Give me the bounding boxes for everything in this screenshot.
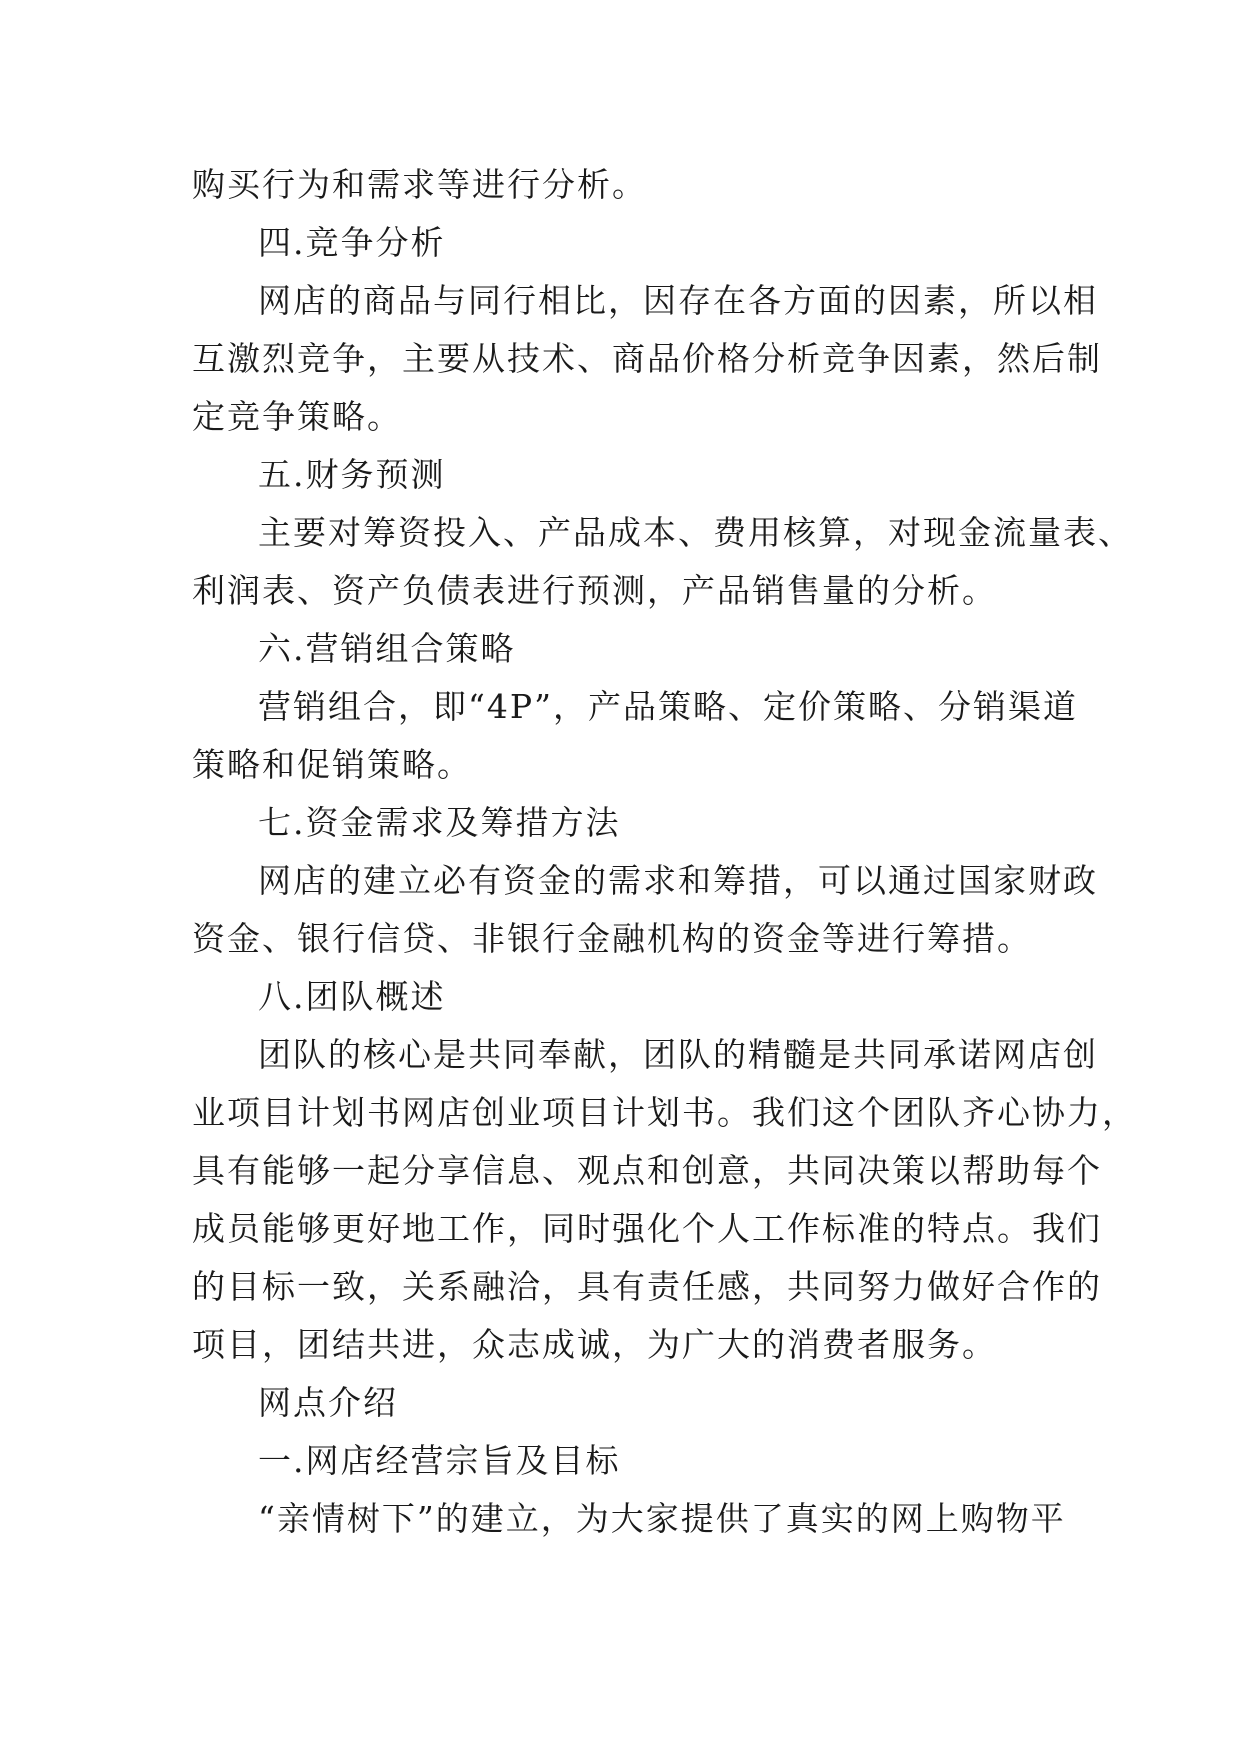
text-line: 资金、银行信贷、非银行金融机构的资金等进行筹措。: [192, 919, 1032, 958]
section-heading: 七.资金需求及筹措方法: [258, 803, 621, 842]
text-line: 的目标一致，关系融洽，具有责任感，共同努力做好合作的: [192, 1267, 1102, 1306]
text-line: 主要对筹资投入、产品成本、费用核算，对现金流量表、: [258, 513, 1133, 552]
text-line: 网店的建立必有资金的需求和筹措，可以通过国家财政: [258, 861, 1098, 900]
section-heading: 四.竞争分析: [258, 223, 446, 262]
section-heading: 一.网店经营宗旨及目标: [258, 1441, 621, 1480]
text-line: 网店的商品与同行相比，因存在各方面的因素，所以相: [258, 281, 1098, 320]
text-line: 购买行为和需求等进行分析。: [192, 165, 647, 204]
text-line: 营销组合，即“4P”，产品策略、定价策略、分销渠道: [258, 687, 1078, 726]
text-line: “亲情树下”的建立，为大家提供了真实的网上购物平: [258, 1499, 1066, 1538]
section-heading: 六.营销组合策略: [258, 629, 516, 668]
text-line: 具有能够一起分享信息、观点和创意，共同决策以帮助每个: [192, 1151, 1102, 1190]
section-heading: 五.财务预测: [258, 455, 446, 494]
text-line: 项目，团结共进，众志成诚，为广大的消费者服务。: [192, 1325, 997, 1364]
text-line: 团队的核心是共同奉献，团队的精髓是共同承诺网店创: [258, 1035, 1098, 1074]
document-body: [192, 156, 1137, 1548]
section-heading: 八.团队概述: [258, 977, 446, 1016]
text-line: 业项目计划书网店创业项目计划书。我们这个团队齐心协力，: [192, 1093, 1137, 1132]
text-line: 成员能够更好地工作，同时强化个人工作标准的特点。我们: [192, 1209, 1102, 1248]
text-line: 互激烈竞争，主要从技术、商品价格分析竞争因素，然后制: [192, 339, 1102, 378]
text-line: 利润表、资产负债表进行预测，产品销售量的分析。: [192, 571, 997, 610]
text-line: 定竞争策略。: [192, 397, 402, 436]
text-line: 策略和促销策略。: [192, 745, 472, 784]
section-heading: 网点介绍: [258, 1383, 398, 1422]
